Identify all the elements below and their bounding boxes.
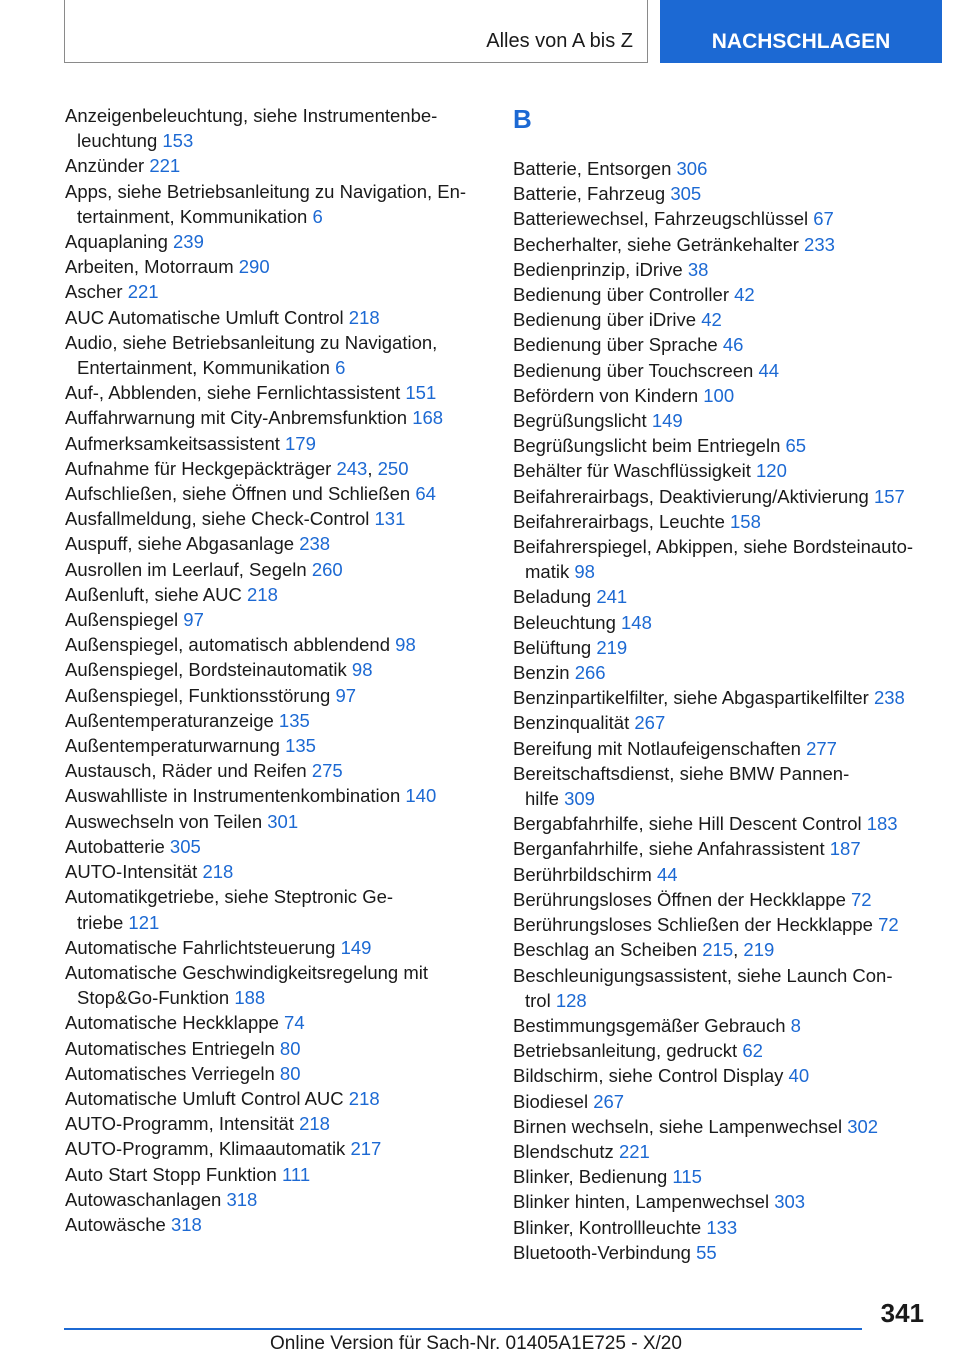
index-term: Arbeiten, Motorraum	[65, 256, 234, 278]
index-term: Bedienung über iDrive	[513, 309, 697, 331]
page-link[interactable]: 218	[299, 1113, 330, 1135]
footer-text: Online Version für Sach-Nr. 01405A1E725 - X/20	[270, 1333, 682, 1354]
index-term: Benzinqualität	[513, 712, 630, 734]
index-entry	[513, 862, 933, 887]
index-term-continuation: matik	[525, 561, 570, 583]
index-term: Automatisches Entriegeln	[65, 1037, 275, 1059]
index-term-continuation: hilfe	[525, 788, 559, 810]
index-entry	[65, 632, 485, 657]
index-entry	[65, 1111, 485, 1136]
page-link[interactable]: 301	[267, 810, 299, 832]
page-link[interactable]: 238	[873, 687, 905, 709]
page-link[interactable]: 221	[618, 1140, 650, 1162]
page-link[interactable]: 168	[412, 407, 444, 429]
tab-nachschlagen-label: NACHSCHLAGEN	[711, 29, 891, 53]
index-term-continuation: Entertainment, Kommunikation	[77, 357, 330, 379]
index-entry	[65, 1061, 485, 1086]
index-entry	[65, 431, 485, 456]
index-term: Befördern von Kindern	[513, 384, 699, 406]
index-term: Berührungsloses Öffnen der Heckklappe	[513, 888, 846, 910]
index-term: Automatische Geschwindigkeitsregelung mit	[65, 961, 428, 983]
index-entry	[65, 1136, 485, 1161]
index-entry	[513, 836, 933, 861]
index-column-right	[513, 103, 933, 1265]
index-entry	[65, 1162, 485, 1187]
page-link[interactable]: 42	[701, 309, 722, 331]
index-term: Benzinpartikelfilter, siehe Abgaspartikelfilter	[513, 687, 869, 709]
page-link[interactable]: 133	[706, 1216, 738, 1238]
index-entry	[65, 153, 485, 178]
page-link[interactable]: 111	[282, 1163, 311, 1185]
index-entry	[513, 332, 933, 357]
index-term: Birnen wechseln, siehe Lampenwechsel	[513, 1115, 843, 1137]
index-term: AUC Automatische Umluft Control	[65, 306, 344, 328]
page-link[interactable]: 187	[829, 838, 861, 860]
index-term: Bergabfahrhilfe, siehe Hill Descent Control	[513, 813, 862, 835]
index-entry	[513, 358, 933, 383]
page-link[interactable]: 44	[656, 863, 678, 885]
index-entry	[65, 733, 485, 758]
page-link[interactable]: 233	[804, 233, 835, 255]
index-term: Blinker, Kontrollleuchte	[513, 1216, 702, 1238]
page-link[interactable]: 6	[335, 357, 346, 379]
page-link[interactable]: 309	[564, 788, 595, 810]
index-entry	[513, 736, 933, 761]
index-term: Bedienung über Sprache	[513, 334, 718, 356]
index-term: Aufmerksamkeitsassistent	[65, 432, 280, 454]
index-term-continuation: triebe	[77, 911, 124, 933]
page-link[interactable]: 38	[687, 258, 709, 280]
index-term: Anzünder	[65, 155, 145, 177]
index-term: Ausfallmeldung, siehe Check-Control	[65, 508, 370, 530]
index-term: Benzin	[513, 662, 570, 684]
index-term: Ascher	[65, 281, 123, 303]
page-link[interactable]: 250	[377, 457, 409, 479]
index-term: Beleuchtung	[513, 611, 616, 633]
page-link[interactable]: 318	[226, 1188, 258, 1210]
index-entry	[513, 584, 933, 609]
index-entry	[513, 1114, 933, 1139]
page-link[interactable]: 221	[127, 281, 159, 303]
index-term: Auswechseln von Teilen	[65, 810, 263, 832]
index-entry	[65, 657, 485, 682]
page-link[interactable]: 305	[670, 183, 702, 205]
index-entry	[65, 405, 485, 430]
index-term: Austausch, Räder und Reifen	[65, 760, 307, 782]
page-link[interactable]: 151	[405, 382, 437, 404]
page-link[interactable]: 131	[374, 508, 406, 530]
index-entry	[65, 179, 485, 229]
page-link[interactable]: 266	[574, 662, 606, 684]
page-link[interactable]: 65	[785, 435, 807, 457]
page-link[interactable]: 140	[405, 785, 437, 807]
index-entry	[513, 1013, 933, 1038]
index-term: Berührungsloses Schließen der Heckklappe	[513, 914, 873, 936]
index-term: Audio, siehe Betriebsanleitung zu Navigation,	[65, 331, 438, 353]
index-entry	[513, 1063, 933, 1088]
page-link[interactable]: 260	[311, 558, 343, 580]
index-term: Anzeigenbeleuchtung, siehe Instrumentenbe-	[65, 105, 438, 126]
index-term: Begrüßungslicht beim Entriegeln	[513, 435, 781, 457]
page-link[interactable]: 115	[672, 1166, 702, 1188]
page-link[interactable]: 80	[279, 1037, 301, 1059]
page-link[interactable]: 100	[703, 384, 735, 406]
index-term: Behälter für Waschflüssigkeit	[513, 460, 751, 482]
index-term: Außentemperaturanzeige	[65, 709, 274, 731]
index-term: Automatische Umluft Control AUC	[65, 1087, 344, 1109]
index-entry	[65, 1036, 485, 1061]
index-entry	[513, 1164, 933, 1189]
page-link[interactable]: 135	[278, 709, 310, 731]
index-entry	[65, 783, 485, 808]
index-term: Beifahrerspiegel, Abkippen, siehe Bordsteinauto-	[513, 536, 914, 558]
page-link[interactable]: 98	[574, 561, 595, 583]
index-entry	[513, 1038, 933, 1063]
page-link[interactable]: 135	[285, 735, 316, 757]
index-term: Belüftung	[513, 636, 592, 658]
page-link[interactable]: 80	[279, 1062, 301, 1084]
index-entry	[513, 458, 933, 483]
index-entry	[513, 660, 933, 685]
index-entry	[65, 103, 485, 153]
index-entry	[65, 305, 485, 330]
page-link[interactable]: 74	[284, 1012, 305, 1034]
index-entry	[513, 484, 933, 509]
index-entry	[65, 1187, 485, 1212]
page-link[interactable]: 64	[415, 483, 436, 505]
index-term: Außenspiegel, Funktionsstörung	[65, 684, 331, 706]
index-entry	[65, 884, 485, 934]
page-link[interactable]: 97	[335, 684, 357, 706]
index-entry	[65, 834, 485, 859]
index-entry	[513, 1240, 933, 1265]
index-term: Becherhalter, siehe Getränkehalter	[513, 233, 799, 255]
page-link[interactable]: 149	[651, 410, 683, 432]
index-term: Bestimmungsgemäßer Gebrauch	[513, 1014, 786, 1036]
page-link[interactable]: 183	[866, 813, 898, 835]
page-link[interactable]: 277	[806, 737, 837, 759]
index-entry	[513, 232, 933, 257]
page-link[interactable]: 267	[593, 1090, 625, 1112]
page-link[interactable]: 46	[722, 334, 744, 356]
index-term: Aquaplaning	[65, 231, 168, 253]
index-term: Aufschließen, siehe Öffnen und Schließen	[65, 483, 411, 505]
index-entry	[513, 912, 933, 937]
index-entry	[513, 307, 933, 332]
page-number: 341	[880, 1298, 924, 1328]
index-entry	[513, 635, 933, 660]
page-link[interactable]: 44	[758, 359, 780, 381]
index-entry	[513, 206, 933, 231]
index-entry	[513, 811, 933, 836]
index-term: Batteriewechsel, Fahrzeugschlüssel	[513, 208, 809, 230]
index-term: Blinker hinten, Lampenwechsel	[513, 1191, 770, 1213]
page-link[interactable]: 215	[702, 939, 734, 961]
index-term: Bedienung über Touchscreen	[513, 359, 754, 381]
index-entry	[65, 380, 485, 405]
index-term: Außenspiegel, automatisch abblendend	[65, 634, 391, 656]
index-entry	[65, 758, 485, 783]
page-link[interactable]: 219	[743, 939, 775, 961]
index-term: Bluetooth-Verbindung	[513, 1241, 691, 1263]
index-term: Auswahlliste in Instrumentenkombination	[65, 785, 401, 807]
index-letter-heading: B	[513, 104, 532, 134]
index-entry	[65, 708, 485, 733]
page-link[interactable]: 8	[790, 1014, 801, 1036]
index-entry	[65, 330, 485, 380]
index-term: AUTO-Programm, Klimaautomatik	[65, 1138, 346, 1160]
page-link[interactable]: 303	[774, 1191, 806, 1213]
index-term: Beschlag an Scheiben	[513, 939, 698, 961]
page-link[interactable]: 128	[555, 989, 587, 1011]
index-entry	[65, 557, 485, 582]
index-term: Bedienung über Controller	[513, 284, 729, 306]
page-link[interactable]: 267	[634, 712, 666, 734]
index-entry	[513, 1189, 933, 1214]
index-term: Beladung	[513, 586, 592, 608]
page-link[interactable]: 67	[813, 208, 834, 230]
index-entry	[65, 859, 485, 884]
index-entry	[65, 1086, 485, 1111]
index-term: Beifahrerairbags, Leuchte	[513, 510, 725, 532]
page-link[interactable]: 179	[285, 432, 316, 454]
index-entry	[513, 685, 933, 710]
index-term: Beifahrerairbags, Deaktivierung/Aktivierung	[513, 485, 869, 507]
page-link[interactable]: 318	[170, 1213, 202, 1235]
index-entry	[513, 963, 933, 1013]
index-term: Batterie, Fahrzeug	[513, 183, 666, 205]
index-entry	[65, 607, 485, 632]
page-link[interactable]: 148	[621, 611, 652, 633]
index-term: Biodiesel	[513, 1090, 589, 1112]
page-link[interactable]: 188	[234, 987, 266, 1009]
page-link[interactable]: 219	[596, 636, 628, 658]
index-term: Automatische Heckklappe	[65, 1012, 279, 1034]
index-entry	[65, 506, 485, 531]
page-link[interactable]: 98	[351, 659, 373, 681]
index-entry	[65, 683, 485, 708]
index-term: Apps, siehe Betriebsanleitung zu Navigation, En-	[65, 180, 467, 202]
index-term: Autobatterie	[65, 835, 165, 857]
index-term: Bereifung mit Notlaufeigenschaften	[513, 737, 801, 759]
page-link[interactable]: 218	[247, 583, 278, 605]
header-section-box	[64, 0, 648, 63]
index-entry	[65, 279, 485, 304]
page-link[interactable]: 6	[312, 205, 323, 227]
page-link[interactable]: 306	[676, 158, 708, 179]
page-link[interactable]: 120	[756, 460, 787, 482]
page-link[interactable]: 218	[348, 306, 380, 328]
page-link[interactable]: 149	[340, 936, 372, 958]
index-entry	[65, 935, 485, 960]
page-link[interactable]: 42	[734, 284, 755, 306]
index-entry	[513, 282, 933, 307]
index-entry	[513, 534, 933, 584]
page-link[interactable]: 305	[169, 835, 201, 857]
index-entry	[65, 1212, 485, 1237]
index-entry	[65, 1010, 485, 1035]
page-link[interactable]: 290	[238, 256, 270, 278]
index-term: Automatikgetriebe, siehe Steptronic Ge-	[65, 886, 394, 908]
index-term-continuation: trol	[525, 989, 551, 1011]
index-entry	[513, 1089, 933, 1114]
page-link[interactable]: 55	[696, 1241, 717, 1263]
index-term: Automatische Fahrlichtsteuerung	[65, 936, 336, 958]
index-entry	[65, 481, 485, 506]
index-entry	[513, 509, 933, 534]
index-term: Batterie, Entsorgen	[513, 158, 672, 179]
page-link[interactable]: 302	[847, 1115, 879, 1137]
index-term: Berührbildschirm	[513, 863, 652, 885]
page-link[interactable]: 72	[878, 914, 899, 936]
index-term: Blinker, Bedienung	[513, 1166, 668, 1188]
index-entry	[513, 610, 933, 635]
index-entry	[513, 181, 933, 206]
index-column-left	[65, 103, 485, 1237]
page-link[interactable]: 218	[202, 861, 234, 883]
tab-nachschlagen[interactable]	[660, 0, 942, 63]
index-term: Außenspiegel, Bordsteinautomatik	[65, 659, 347, 681]
index-term: Autowäsche	[65, 1213, 166, 1235]
index-term: Ausrollen im Leerlauf, Segeln	[65, 558, 307, 580]
page-link[interactable]: 40	[788, 1065, 810, 1087]
index-term: Bedienprinzip, iDrive	[513, 258, 683, 280]
index-term: Beschleunigungsassistent, siehe Launch Con-	[513, 964, 893, 986]
index-entry	[513, 761, 933, 811]
index-entry	[65, 809, 485, 834]
page-link[interactable]: 218	[348, 1087, 380, 1109]
index-term: Auffahrwarnung mit City-Anbremsfunktion	[65, 407, 408, 429]
index-term: Berganfahrhilfe, siehe Anfahrassistent	[513, 838, 825, 860]
page-link[interactable]: 121	[128, 911, 160, 933]
index-term: Blendschutz	[513, 1140, 614, 1162]
index-term-continuation: tertainment, Kommunikation	[77, 205, 308, 227]
page-link[interactable]: 241	[596, 586, 628, 608]
index-entry	[513, 383, 933, 408]
index-entry	[513, 710, 933, 735]
index-entry	[65, 582, 485, 607]
page-link[interactable]: 153	[162, 130, 194, 152]
index-term: Außenluft, siehe AUC	[65, 583, 242, 605]
index-term: Begrüßungslicht	[513, 410, 647, 432]
index-term: Automatisches Verriegeln	[65, 1062, 275, 1084]
index-term-continuation: leuchtung	[77, 130, 158, 152]
index-entry	[65, 254, 485, 279]
index-term: Autowaschanlagen	[65, 1188, 222, 1210]
page-link[interactable]: 239	[173, 231, 204, 253]
page-link[interactable]: 217	[350, 1138, 382, 1160]
index-term: Außenspiegel	[65, 609, 179, 631]
index-entry	[513, 433, 933, 458]
index-entry	[65, 960, 485, 1010]
index-entry	[513, 887, 933, 912]
page-link[interactable]: 62	[742, 1040, 763, 1062]
index-entry	[65, 531, 485, 556]
index-term-continuation: Stop&Go-Funktion	[77, 987, 230, 1009]
index-term: Außentemperaturwarnung	[65, 735, 280, 757]
index-entry	[513, 1139, 933, 1164]
page-link[interactable]: 98	[395, 634, 416, 656]
index-term: Aufnahme für Heckgepäckträger	[65, 457, 332, 479]
page-link[interactable]: 157	[873, 485, 905, 507]
index-entry	[513, 1215, 933, 1240]
page-link[interactable]: 238	[299, 533, 331, 555]
index-term: AUTO-Intensität	[65, 861, 198, 883]
page-link[interactable]: 72	[851, 888, 872, 910]
index-term: AUTO-Programm, Intensität	[65, 1113, 294, 1135]
index-term: Auf-, Abblenden, siehe Fernlichtassistent	[65, 382, 401, 404]
index-term: Betriebsanleitung, gedruckt	[513, 1040, 738, 1062]
page-link[interactable]: 221	[149, 155, 181, 177]
footer-divider	[64, 1328, 862, 1330]
index-term: Auto Start Stopp Funktion	[65, 1163, 277, 1185]
page-link[interactable]: 243	[336, 457, 368, 479]
index-entry: Aufnahme für Heckgepäckträger 243, 250	[65, 457, 409, 479]
index-entry	[513, 408, 933, 433]
index-entry	[513, 156, 933, 181]
index-entry	[513, 257, 933, 282]
page-link[interactable]: 97	[183, 609, 204, 631]
index-term: Bereitschaftsdienst, siehe BMW Pannen-	[513, 762, 850, 784]
index-entry: Beschlag an Scheiben 215, 219	[513, 939, 775, 961]
index-entry	[65, 229, 485, 254]
index-term: Bildschirm, siehe Control Display	[513, 1065, 784, 1087]
index-term: Auspuff, siehe Abgasanlage	[65, 533, 295, 555]
page-link[interactable]: 275	[311, 760, 343, 782]
section-title: Alles von A bis Z	[486, 30, 633, 52]
page-link[interactable]: 158	[730, 510, 761, 532]
